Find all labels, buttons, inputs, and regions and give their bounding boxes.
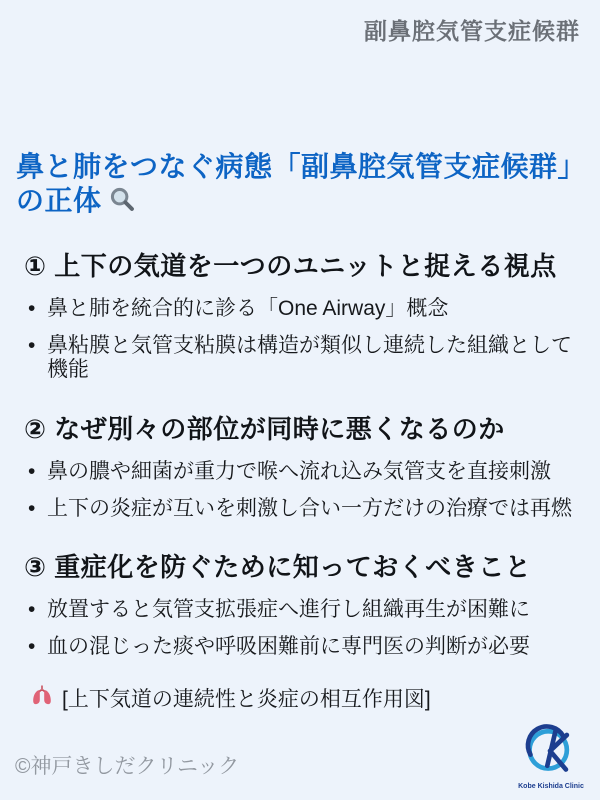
list-item: • 鼻の膿や細菌が重力で喉へ流れ込み気管支を直接刺激 <box>28 460 580 484</box>
figure-caption: [上下気道の連続性と炎症の相互作用図] <box>62 688 431 712</box>
list-item: • 血の混じった痰や呼吸困難前に専門医の判断が必要 <box>28 635 580 659</box>
main-title-text: 鼻と肺をつなぐ病態「副鼻腔気管支症候群」の正体 <box>16 151 573 216</box>
section-3-heading: ③ 重症化を防ぐために知っておくべきこと <box>24 551 532 582</box>
figure-caption-line <box>30 683 580 713</box>
main-title <box>16 150 582 220</box>
list-item: • 鼻粘膜と気管支粘膜は構造が類似し連続した組織として機能 <box>28 334 580 382</box>
list-item: • 放置すると気管支拡張症へ進行し組織再生が困難に <box>28 598 580 622</box>
section-1-heading: ① 上下の気道を一つのユニットと捉える視点 <box>24 251 557 282</box>
k-circle-logo-icon <box>523 764 579 781</box>
clinic-logo <box>516 721 586 790</box>
list-item: • 鼻と肺を統合的に診る「One Airway」概念 <box>28 297 580 321</box>
logo-text: Kobe Kishida Clinic <box>518 783 584 790</box>
magnifying-glass-icon <box>108 185 136 221</box>
copyright: ©神戸きしだクリニック <box>15 755 240 778</box>
section-2-bullets <box>0 460 600 521</box>
section-2-heading: ② なぜ別々の部位が同時に悪くなるのか <box>24 413 505 444</box>
lungs-icon <box>30 683 54 713</box>
list-item: • 上下の炎症が互いを刺激し合い一方だけの治療では再燃 <box>28 497 580 521</box>
section-3-bullets <box>0 598 600 659</box>
section-1-bullets <box>0 297 600 382</box>
page-header-title: 副鼻腔気管支症候群 <box>364 18 580 44</box>
